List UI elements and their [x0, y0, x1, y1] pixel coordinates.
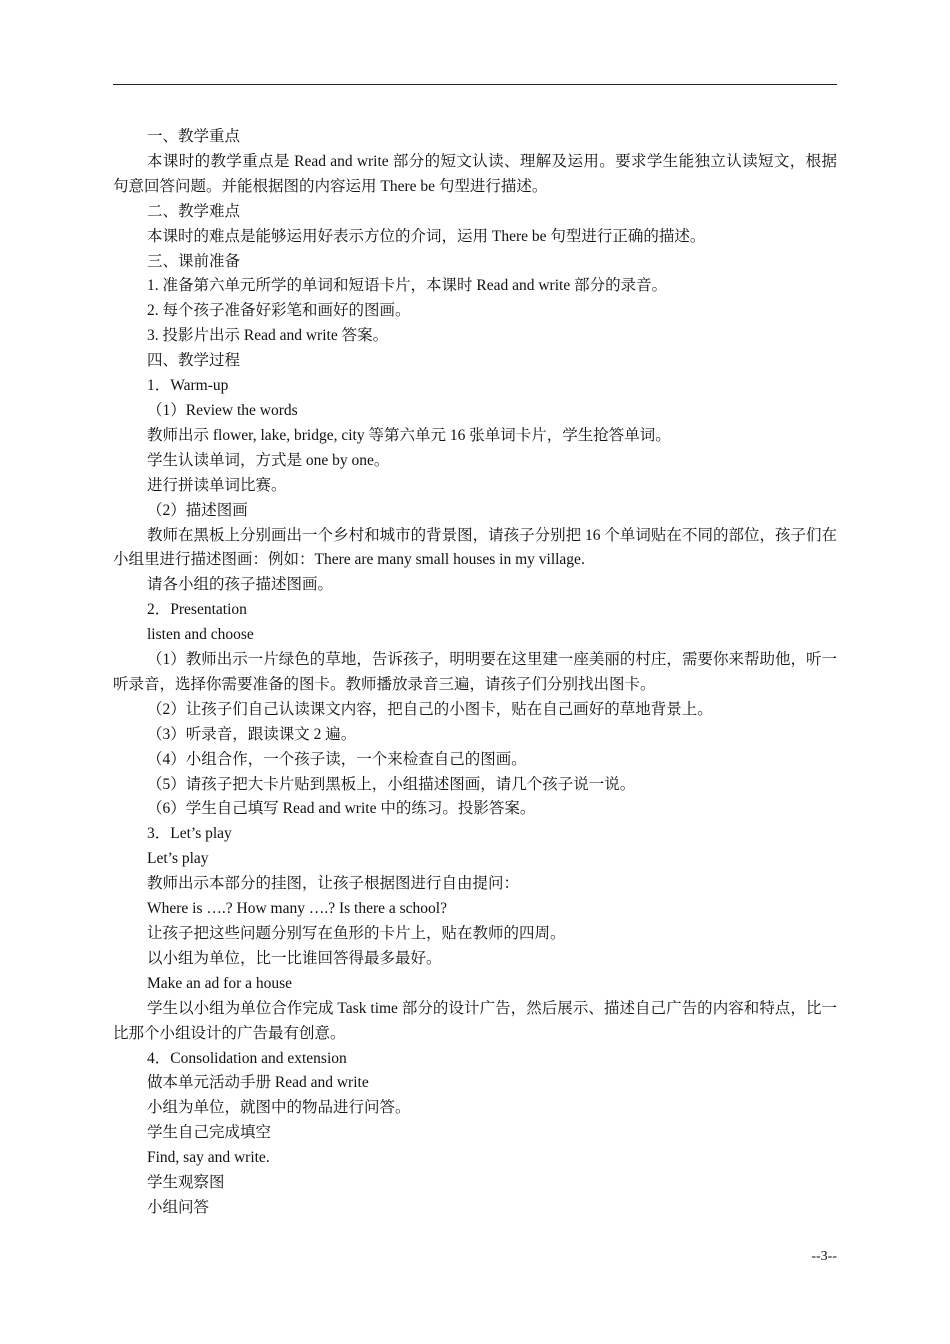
paragraph-activity-book: 做本单元活动手册 Read and write	[147, 1074, 369, 1092]
list-item-presentation-2: （2）让孩子们自己认读课文内容，把自己的小图卡，贴在自己画好的草地背景上。	[147, 700, 713, 718]
paragraph-spelling-contest: 进行拼读单词比赛。	[147, 476, 287, 494]
paragraph-group-describe: 请各小组的孩子描述图画。	[147, 576, 334, 594]
paragraph-key-points: 本课时的教学重点是 Read and write 部分的短文认读、理解及运用。要求学生能独立认读短文，根据句意回答问题。并能根据图的内容运用 There be 句型进行描述。	[113, 152, 837, 195]
list-item-preparation-3: 3. 投影片出示 Read and write 答案。	[147, 327, 389, 345]
list-item-presentation-6: （6）学生自己填写 Read and write 中的练习。投影答案。	[147, 800, 536, 818]
paragraph-group-qa: 小组为单位，就图中的物品进行问答。	[147, 1099, 411, 1117]
step-heading-lets-play: 3．Let’s play	[147, 825, 232, 843]
paragraph-fill-blanks: 学生自己完成填空	[147, 1124, 272, 1142]
section-heading-process: 四、教学过程	[147, 352, 241, 370]
substep-review-words: （1）Review the words	[147, 401, 298, 419]
paragraph-group-answer: 小组问答	[147, 1198, 210, 1216]
activity-lets-play: Let’s play	[147, 850, 209, 868]
paragraph-fish-cards: 让孩子把这些问题分别写在鱼形的卡片上，贴在教师的四周。	[147, 925, 566, 942]
section-heading-difficulties: 二、教学难点	[147, 202, 241, 220]
paragraph-wall-chart: 教师出示本部分的挂图，让孩子根据图进行自由提问：	[147, 875, 520, 893]
header-rule	[113, 84, 837, 85]
section-heading-preparation: 三、课前准备	[147, 252, 241, 270]
section-heading-key-points: 一、教学重点	[147, 128, 241, 145]
activity-find-say-write: Find, say and write.	[147, 1149, 270, 1167]
activity-make-an-ad: Make an ad for a house	[147, 974, 293, 992]
paragraph-read-words: 学生认读单词，方式是 one by one。	[147, 451, 390, 469]
substep-describe-picture: （2）描述图画	[147, 501, 248, 519]
list-item-presentation-1: （1）教师出示一片绿色的草地，告诉孩子，明明要在这里建一座美丽的村庄，需要你来帮助他，听一听录音，选择你需要准备的图卡。教师播放录音三遍，请孩子们分别找出图卡。	[113, 651, 837, 693]
paragraph-group-contest: 以小组为单位，比一比谁回答得最多最好。	[147, 949, 442, 967]
paragraph-sample-questions: Where is ….? How many ….? Is there a school?	[147, 900, 447, 918]
paragraph-background-drawing: 教师在黑板上分别画出一个乡村和城市的背景图，请孩子分别把 16 个单词贴在不同的部位，孩子们在小组里进行描述图画：例如：There are many small houses in my village.	[113, 526, 837, 569]
list-item-presentation-3: （3）听录音，跟读课文 2 遍。	[147, 725, 357, 743]
paragraph-difficulties: 本课时的难点是能够运用好表示方位的介词，运用 There be 句型进行正确的描述。	[147, 227, 706, 245]
step-heading-warm-up: 1．Warm-up	[147, 377, 229, 395]
list-item-preparation-1: 1. 准备第六单元所学的单词和短语卡片，本课时 Read and write 部分的录音。	[147, 277, 668, 295]
paragraph-word-cards: 教师出示 flower, lake, bridge, city 等第六单元 16 张单词卡片，学生抢答单词。	[147, 426, 671, 444]
step-heading-presentation: 2．Presentation	[147, 601, 247, 619]
step-heading-consolidation: 4．Consolidation and extension	[147, 1049, 347, 1067]
paragraph-observe-picture: 学生观察图	[147, 1174, 225, 1192]
list-item-presentation-4: （4）小组合作，一个孩子读，一个来检查自己的图画。	[147, 750, 527, 768]
list-item-preparation-2: 2. 每个孩子准备好彩笔和画好的图画。	[147, 302, 411, 320]
document-body	[113, 125, 837, 1221]
paragraph-task-time: 学生以小组为单位合作完成 Task time 部分的设计广告，然后展示、描述自己广告的内容和特点，比一比那个小组设计的广告最有创意。	[113, 999, 837, 1042]
page-number: --3--	[811, 1249, 837, 1264]
list-item-presentation-5: （5）请孩子把大卡片贴到黑板上，小组描述图画，请几个孩子说一说。	[147, 775, 636, 793]
activity-listen-and-choose: listen and choose	[147, 626, 254, 644]
